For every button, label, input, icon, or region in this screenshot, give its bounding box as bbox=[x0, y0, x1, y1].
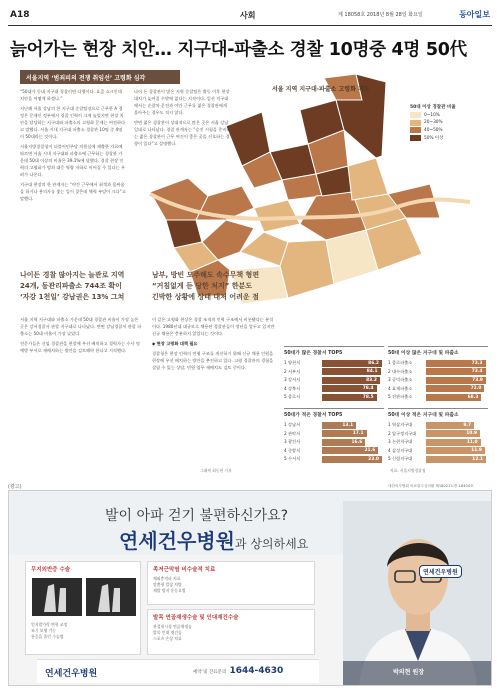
article-column-1 bbox=[20, 88, 126, 266]
advertisement[interactable] bbox=[8, 490, 492, 686]
phone-number[interactable] bbox=[193, 666, 283, 676]
chart-category-label: 4 강북서 bbox=[284, 385, 301, 391]
chart-top5-stations-high bbox=[284, 346, 384, 402]
chart-bar bbox=[322, 447, 378, 454]
chart-value-label: 11.0 bbox=[466, 439, 478, 445]
chart-category-label: 2 관악서 bbox=[284, 430, 301, 436]
chart-title: 50대가 적은 경찰서 TOP5 bbox=[284, 413, 343, 418]
ad-brand-name: 연세건우병원 bbox=[119, 529, 235, 553]
paragraph: 지구대 현장의 한 관계자는 “야간 근무에서 취객과 몸싸움을 하거나 용의자를 쫓는 일이 잦은데 체력 부담이 크다”고 말했다. bbox=[20, 182, 126, 201]
chart-category-label: 2 압구정지구대 bbox=[388, 430, 417, 436]
chart-row bbox=[388, 455, 488, 463]
chart-bar bbox=[426, 447, 485, 454]
chart-value-label: 73.3 bbox=[471, 360, 483, 366]
panel-line: 통증을 줄인 수술법 bbox=[31, 634, 64, 639]
paragraph: 이 같은 고령화 현상은 경찰 조직의 인력 구조에서 비롯됐다는 분석이다. 1980년대 대규모로 채용된 경찰관들이 정년을 앞두고 있지만 신규 채용은 충분하지 않았다는 것이다. bbox=[152, 317, 275, 336]
chart-category-label: 1 역삼지구대 bbox=[388, 422, 413, 427]
chart-value-label: 83.2 bbox=[366, 377, 377, 383]
newspaper-brand: 동아일보 bbox=[459, 10, 490, 19]
chart-bar bbox=[322, 377, 380, 384]
panel-line: 발목 인대 재건술 bbox=[153, 630, 182, 635]
chart-row bbox=[284, 438, 384, 446]
chart-row bbox=[284, 385, 384, 393]
chart-value-label: 9.7 bbox=[463, 422, 472, 428]
chart-category-label: 2 내수파출소 bbox=[388, 368, 413, 374]
ad-brand-suffix: 과 상의하세요 bbox=[234, 537, 309, 551]
section-name: 사회 bbox=[240, 11, 256, 20]
chart-row bbox=[284, 447, 384, 455]
chart-row bbox=[388, 393, 488, 401]
chart-row bbox=[388, 447, 488, 455]
map-title: 서울 지역 지구대·파출소 고령화 지도 bbox=[272, 86, 370, 93]
pull-quote-right bbox=[152, 270, 278, 303]
chart-category-label: 3 광진서 bbox=[284, 439, 301, 444]
chart-value-label: 17.1 bbox=[352, 431, 364, 436]
legend-swatch bbox=[410, 120, 421, 126]
chart-bar bbox=[322, 439, 365, 446]
chart-value-label: 78.5 bbox=[362, 394, 374, 400]
chart-row bbox=[388, 359, 488, 367]
paragraph: 나이 든 경찰관이 많은 지역 순찰팀은 출동 이후 현장 대처가 늦어질 수밖에 없다는 지적이다. 일선 지구대에서는 순찰차 운전과 야간 근무를 젊은 경찰관에게 몰아주는 경우도 적지 않다. bbox=[134, 89, 230, 115]
chart-value-label: 73.9 bbox=[472, 377, 483, 383]
article-column-3 bbox=[20, 316, 142, 470]
chart-row bbox=[284, 455, 384, 463]
chart-value-label: 21.6 bbox=[364, 448, 376, 453]
ad-panel-ankle bbox=[147, 609, 315, 655]
chart-value-label: 68.3 bbox=[467, 394, 479, 400]
paragraph: 반면 젊은 경찰관이 상대적으로 많은 곳은 서울 강남 일대로 나타났다. 경찰 관계자는 “승진 시험을 준비하는 젊은 경찰관이 근무 여건이 좋은 곳을 선호하는 경향이 있다”고 설명했다. bbox=[134, 120, 231, 146]
paragraph: 서울 지역 지구대와 파출소 가운데 50대 경찰관 비율이 가장 높은 곳은 강서경찰서 관할 지구대로 나타났다. 반면 강남경찰서 관할 파출소는 50대 비율이 가장 낮았다. bbox=[20, 317, 142, 336]
chart-category-label: 5 신림지구대 bbox=[388, 456, 413, 461]
chart-row bbox=[284, 430, 384, 438]
panel-line: 맞춤형 깔창 처방 bbox=[153, 582, 182, 587]
panel-title: 무지외반증 수술 bbox=[31, 567, 71, 573]
chart-bar bbox=[322, 360, 382, 367]
chart-title: 50대 이상 적은 지구대 및 파출소 bbox=[388, 413, 459, 418]
chart-value-label: 78.4 bbox=[362, 386, 374, 391]
chart-value-label: 72.0 bbox=[470, 386, 482, 391]
chart-category-label: 4 효제파출소 bbox=[388, 385, 413, 391]
chart-bar bbox=[322, 368, 381, 375]
legend-item bbox=[410, 120, 480, 126]
page-header bbox=[8, 6, 492, 26]
chart-category-label: 4 중랑서 bbox=[284, 447, 301, 453]
legend-swatch bbox=[410, 127, 421, 133]
chart-value-label: 11.9 bbox=[471, 448, 482, 453]
chart-bar bbox=[426, 430, 480, 437]
subhead-banner: 서울지역 ‘범죄피의 전쟁 취임선’ 고령화 심각 bbox=[20, 70, 180, 84]
chart-category-label: 5 종로서 bbox=[284, 394, 301, 399]
paragraph: 전문가들은 신임 경찰관을 현장에 우선 배치하고 경력자는 수사 및 예방 부서로 재배치하는 방안을 검토해야 한다고 지적했다. bbox=[20, 341, 140, 353]
chart-value-label: 13.1 bbox=[342, 422, 354, 428]
district-jungnang bbox=[348, 158, 388, 200]
ad-tag: (광고) bbox=[8, 484, 22, 490]
legend-label: 50% 이상 bbox=[424, 135, 444, 141]
legend-item bbox=[410, 135, 480, 141]
chart-bar bbox=[426, 456, 486, 463]
chart-category-label: 2 서부서 bbox=[284, 368, 301, 374]
chart-row bbox=[284, 368, 384, 376]
paragraph: “50대가 동네 지구대 경찰이면 다행이다. 요즘 쇼크인데 치안을 어떻게 하겠나.” bbox=[20, 89, 122, 101]
chart-row bbox=[388, 376, 488, 384]
legend-label: 40~50% bbox=[424, 127, 443, 133]
legend-title: 50대 이상 경찰관 비율 bbox=[410, 105, 456, 110]
subheading: ◆ 현장 고령화 대책 필요 bbox=[152, 341, 198, 346]
chart-row bbox=[388, 385, 488, 393]
paragraph: 경찰청은 현장 인력의 연령 구조를 개선하기 위해 신규 채용 인원을 현장에 우선 배치하는 방안을 추진하고 있다. 고령 경찰관의 경험을 살릴 수 있는 상담, 민원 업무 재배치도 검토 중이다. bbox=[152, 351, 274, 370]
chart-category-label: 5 진관파출소 bbox=[388, 394, 413, 399]
chart-row bbox=[284, 421, 384, 429]
pull-quote-line: 남부, 방빈 도주해도 속수무책 형편 bbox=[152, 271, 260, 279]
district-seocho bbox=[280, 240, 334, 298]
chart-value-label: 86.2 bbox=[368, 360, 379, 366]
pull-quote-line: 긴박한 상황에 상태 대처 어려운 점 bbox=[152, 293, 259, 301]
pull-quote-left bbox=[20, 270, 142, 303]
issue-date: 제 18058호 2018년 8월 28일 화요일 bbox=[338, 12, 423, 18]
chart-value-label: 23.0 bbox=[368, 456, 379, 462]
clinic-logo: 연세건우병원 bbox=[419, 565, 462, 578]
chart-category-label: 1 양천서 bbox=[284, 360, 301, 365]
chart-row bbox=[284, 393, 384, 401]
panel-line: 관절내시경 연골재생술 bbox=[153, 624, 192, 629]
panel-line: 엄지발가락 변형 교정 bbox=[31, 622, 68, 627]
chart-units-low bbox=[388, 408, 488, 464]
chart-category-label: 1 종로파출소 bbox=[388, 360, 413, 365]
chart-value-label: 10.9 bbox=[466, 431, 478, 436]
legend-item bbox=[410, 112, 480, 118]
chart-bar bbox=[322, 394, 377, 401]
chart-category-label: 1 강남서 bbox=[284, 422, 301, 427]
doctor-photo bbox=[343, 501, 492, 686]
chart-row bbox=[284, 376, 384, 384]
chart-top5-stations-low bbox=[284, 408, 384, 464]
doctor-name: 박의현 원장 bbox=[393, 669, 425, 676]
chart-bar bbox=[426, 394, 481, 401]
chart-bar bbox=[322, 422, 356, 429]
chart-category-label: 4 삼성지구대 bbox=[388, 447, 413, 453]
panel-line: 스포츠 손상 치료 bbox=[153, 636, 182, 641]
article-column-4 bbox=[152, 316, 276, 470]
ad-question: 발이 아파 걷기 불편하신가요? bbox=[105, 508, 289, 524]
article-column-2 bbox=[134, 88, 232, 228]
chart-row bbox=[284, 359, 384, 367]
panel-title: 족저근막염 비수술적 치료 bbox=[153, 567, 216, 573]
ad-contact-bar[interactable] bbox=[37, 659, 319, 683]
ad-panel-bunion bbox=[25, 561, 141, 655]
chart-bar bbox=[426, 368, 486, 375]
map-legend bbox=[410, 104, 480, 142]
source-caption: 자료: 서울지방경찰청 bbox=[390, 468, 426, 473]
footer-logo: 연세건우병원 bbox=[45, 669, 98, 679]
phone-label: 예약 및 진료문의 bbox=[193, 670, 227, 675]
foot-xray-illustration bbox=[26, 576, 142, 618]
chart-row bbox=[388, 368, 488, 376]
chart-value-label: 12.1 bbox=[472, 456, 483, 462]
legend-item bbox=[410, 127, 480, 133]
chart-category-label: 3 강서서 bbox=[284, 377, 301, 382]
legend-label: 20~30% bbox=[424, 120, 443, 125]
chart-bar bbox=[426, 360, 486, 367]
chart-category-label: 5 수서서 bbox=[284, 456, 301, 461]
ad-approval-note: 대한의사협회 의료광고심의필 제180213-중-18404호 bbox=[388, 484, 474, 488]
chart-category-label: 3 논현지구대 bbox=[388, 439, 413, 444]
chart-row bbox=[388, 430, 488, 438]
headline: 늙어가는 현장 치안… 지구대-파출소 경찰 10명중 4명 50代 bbox=[10, 40, 467, 60]
panel-line: 체외충격파 치료 bbox=[153, 576, 181, 581]
chart-title: 50대 이상 많은 지구대 및 파출소 bbox=[388, 351, 459, 356]
chart-bar bbox=[426, 422, 474, 429]
phone-value: 1644-4630 bbox=[229, 666, 284, 676]
chart-bar bbox=[426, 439, 481, 446]
chart-units-high bbox=[388, 346, 488, 402]
page-number: A18 bbox=[10, 10, 30, 20]
chart-value-label: 16.6 bbox=[351, 439, 363, 445]
ad-brand bbox=[119, 525, 308, 554]
chart-value-label: 73.4 bbox=[471, 369, 483, 374]
graphic-credit: 그래픽 최동현 기자 bbox=[200, 468, 232, 473]
chart-row bbox=[388, 438, 488, 446]
pull-quote-line: ‘자강 1천일’ 강남권은 13% 그쳐 bbox=[20, 293, 125, 301]
pull-quote-line: “거침없게 듣 당한 처지” 한분도 bbox=[152, 282, 253, 290]
chart-bar bbox=[322, 430, 367, 437]
ad-panel-plantar bbox=[147, 561, 315, 605]
chart-category-label: 3 공덕파출소 bbox=[388, 377, 413, 382]
chart-value-label: 84.1 bbox=[366, 369, 378, 374]
chart-bar bbox=[322, 456, 382, 463]
panel-title: 발목 연골재생수술 및 인대재건수술 bbox=[153, 615, 239, 621]
legend-label: 0~10% bbox=[424, 112, 440, 118]
chart-row bbox=[388, 421, 488, 429]
chart-title: 50대가 많은 경찰서 TOP5 bbox=[284, 351, 343, 356]
panel-line: 재발 방지 운동요법 bbox=[153, 588, 186, 593]
chart-bar bbox=[426, 377, 486, 384]
pull-quote-line: 24개, 동관리파출소 744조 확이 bbox=[20, 282, 122, 290]
pull-quote-line: 나이든 경찰 많아지는 늘관로 지역 bbox=[20, 271, 125, 279]
paragraph: 지난해 서울 강남의 한 지구대 순찰팀장으로 근무한 A 경정은 문재인 정부에서 경찰 인력이 크게 늘었지만 현장 치안을 담당하는 지구대와 파출소의 고령화 문제는 여전하다고 말했다. 서울 시내 지구대 파출소 경찰관 10명 중 4명이 50대라는 것이다. bbox=[20, 106, 126, 139]
legend-swatch bbox=[410, 135, 421, 141]
legend-swatch bbox=[410, 112, 421, 118]
chart-bar bbox=[322, 385, 377, 392]
chart-bar bbox=[426, 385, 484, 392]
paragraph: 서울지방경찰청이 더불어민주당 의원실에 제출한 자료에 따르면 서울 시내 지구대와 파출소에 근무하는 경찰관 가운데 50대 이상의 비율은 39.1%에 달했다. 경찰 현장 인력의 고령화가 범죄 대응 역량 저하로 이어질 수 있다는 우려가 나온다. bbox=[20, 144, 126, 177]
panel-line: 조기 보행 가능 bbox=[31, 628, 57, 633]
